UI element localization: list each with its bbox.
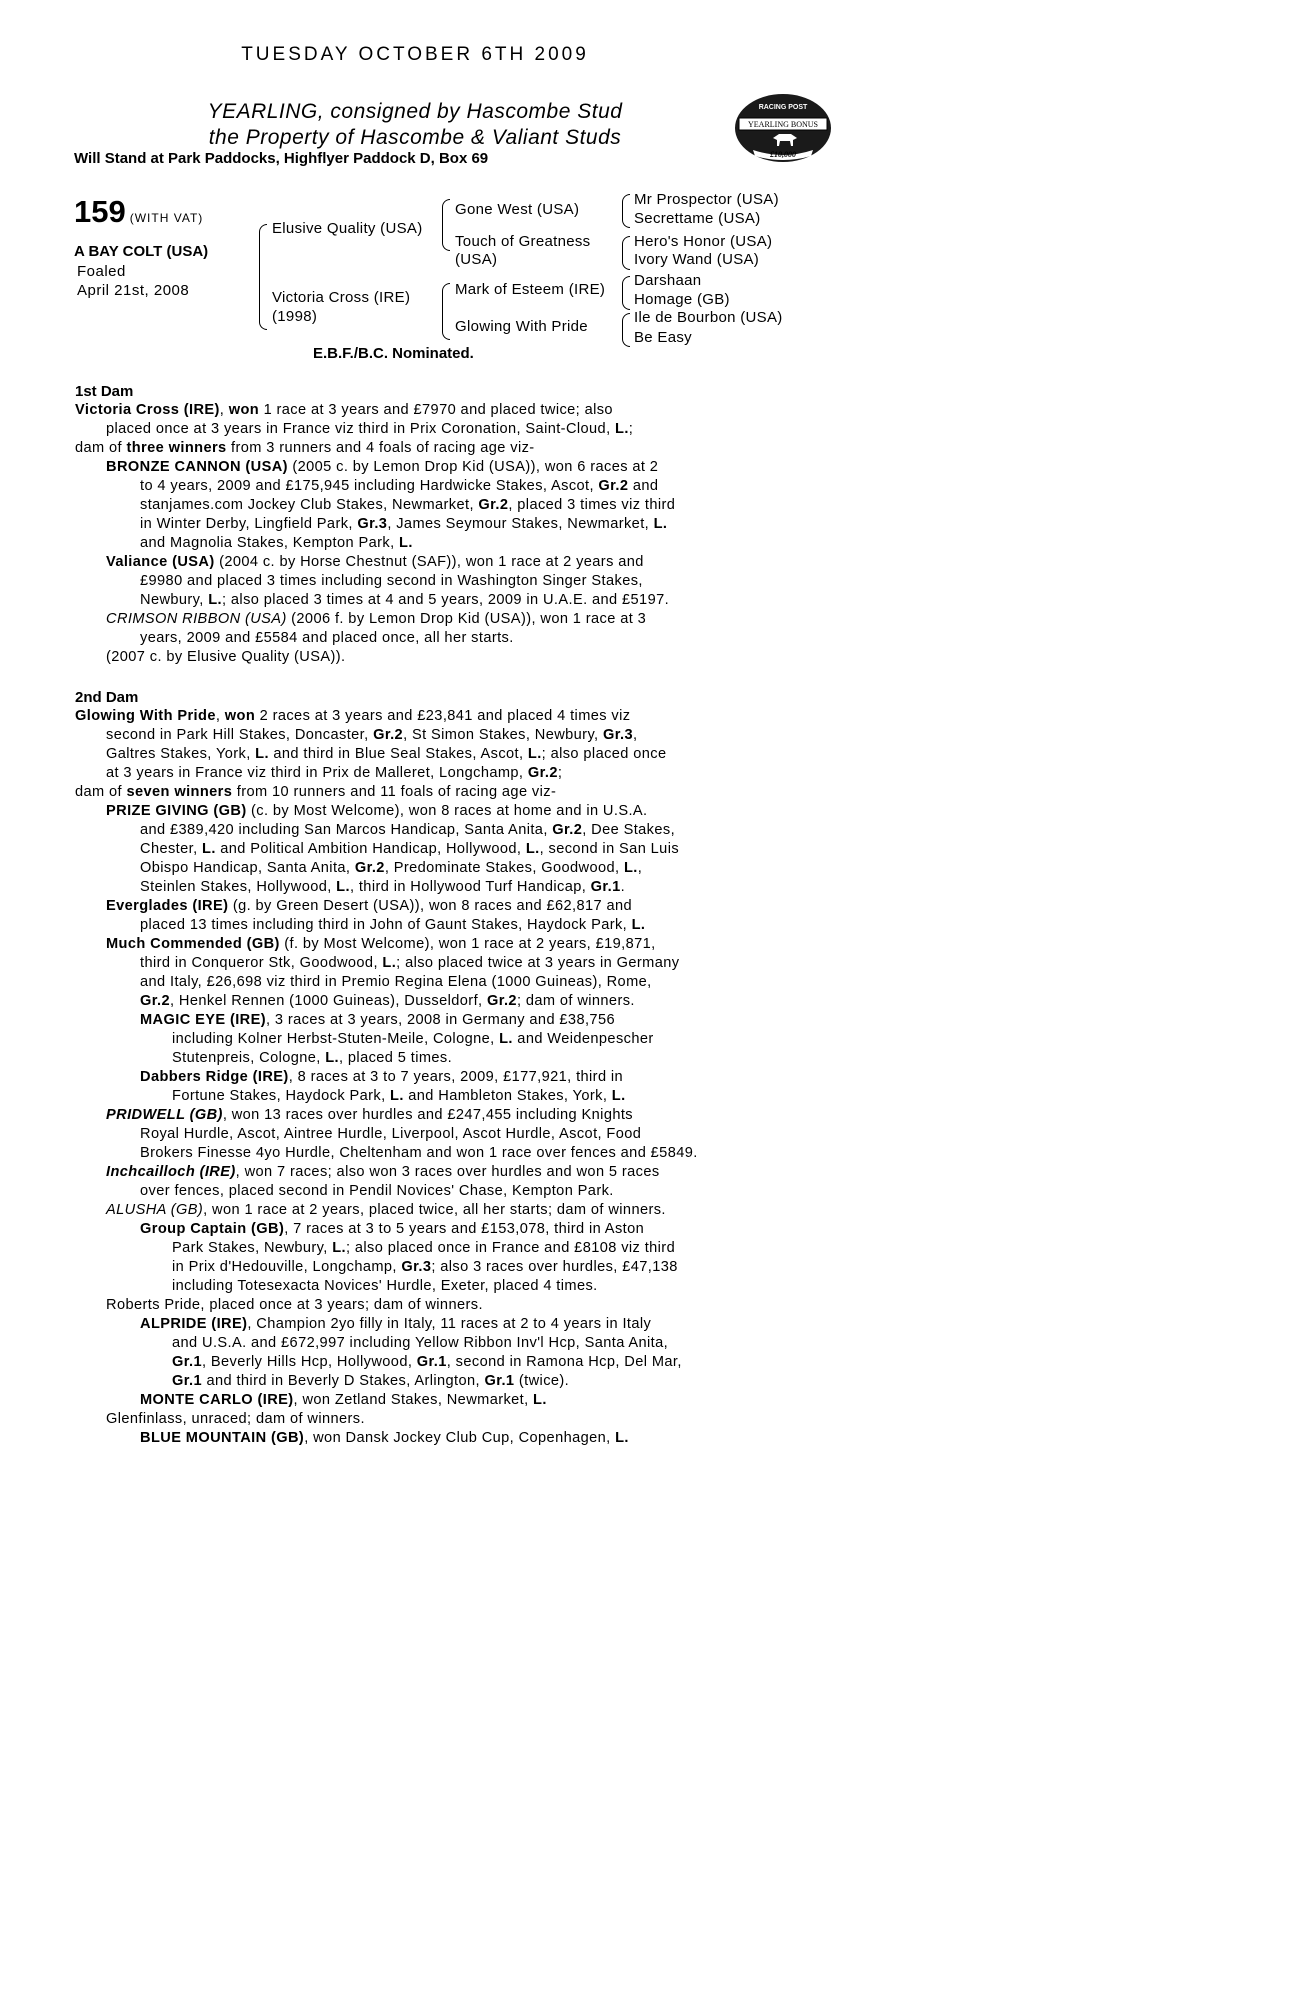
- lot-heading: [74, 194, 203, 230]
- produce-record: Brokers Finesse 4yo Hurdle, Cheltenham and won 1 race over fences and £5849.: [140, 1145, 698, 1161]
- foaled-date: April 21st, 2008: [77, 282, 190, 299]
- produce-record: Chester, L. and Political Ambition Handicap, Hollywood, L., second in San Luis: [140, 841, 680, 857]
- lot-number: 159: [74, 194, 126, 229]
- ped-dss: Darshaan: [634, 272, 702, 289]
- property-line: the Property of Hascombe & Valiant Studs: [208, 126, 622, 149]
- produce-record: to 4 years, 2009 and £175,945 including Hardwicke Stakes, Ascot, Gr.2 and: [140, 478, 659, 494]
- produce-record: PRIZE GIVING (GB) (c. by Most Welcome), won 8 races at home and in U.S.A.: [106, 803, 648, 819]
- produce-record: third in Conqueror Stk, Goodwood, L.; also placed twice at 3 years in Germany: [140, 955, 680, 971]
- produce-record: including Totesexacta Novices' Hurdle, Exeter, placed 4 times.: [172, 1278, 598, 1294]
- produce-record: Gr.1 and third in Beverly D Stakes, Arlington, Gr.1 (twice).: [172, 1373, 570, 1389]
- ped-sds: Hero's Honor (USA): [634, 233, 773, 250]
- produce-record: MAGIC EYE (IRE), 3 races at 3 years, 2008 in Germany and £38,756: [140, 1012, 615, 1028]
- nomination-note: E.B.F./B.C. Nominated.: [313, 345, 474, 362]
- produce-record: stanjames.com Jockey Club Stakes, Newmarket, Gr.2, placed 3 times viz third: [140, 497, 676, 513]
- produce-record: Roberts Pride, placed once at 3 years; dam of winners.: [106, 1297, 483, 1313]
- produce-record: Inchcailloch (IRE), won 7 races; also won 3 races over hurdles and won 5 races: [106, 1164, 660, 1180]
- badge-top-text: RACING POST: [758, 104, 808, 111]
- produce-record: Valiance (USA) (2004 c. by Horse Chestnut (SAF)), won 1 race at 2 years and: [106, 554, 644, 570]
- produce-record: BLUE MOUNTAIN (GB), won Dansk Jockey Club Cup, Copenhagen, L.: [140, 1430, 629, 1446]
- second-dam-line: at 3 years in France viz third in Prix de Malleret, Longchamp, Gr.2;: [106, 765, 563, 781]
- produce-record: Royal Hurdle, Ascot, Aintree Hurdle, Liverpool, Ascot Hurdle, Ascot, Food: [140, 1126, 642, 1142]
- first-dam-line: dam of three winners from 3 runners and 4 foals of racing age viz-: [75, 440, 535, 456]
- first-dam-heading: 1st Dam: [75, 383, 134, 400]
- ped-dds: Ile de Bourbon (USA): [634, 309, 783, 326]
- brace: [622, 276, 630, 310]
- second-dam-line: Glowing With Pride, won 2 races at 3 years and £23,841 and placed 4 times viz: [75, 708, 631, 724]
- dam: Victoria Cross (IRE): [272, 289, 411, 306]
- first-dam-line: placed once at 3 years in France viz third in Prix Coronation, Saint-Cloud, L.;: [106, 421, 634, 437]
- stand-location: Will Stand at Park Paddocks, Highflyer Paddock D, Box 69: [74, 150, 489, 167]
- produce-record: (2007 c. by Elusive Quality (USA)).: [106, 649, 346, 665]
- ped-dsd: Homage (GB): [634, 291, 730, 308]
- produce-record: CRIMSON RIBBON (USA) (2006 f. by Lemon Drop Kid (USA)), won 1 race at 3: [106, 611, 647, 627]
- produce-record: years, 2009 and £5584 and placed once, all her starts.: [140, 630, 514, 646]
- produce-record: and U.S.A. and £672,997 including Yellow Ribbon Inv'l Hcp, Santa Anita,: [172, 1335, 669, 1351]
- produce-record: MONTE CARLO (IRE), won Zetland Stakes, Newmarket, L.: [140, 1392, 547, 1408]
- produce-record: over fences, placed second in Pendil Novices' Chase, Kempton Park.: [140, 1183, 614, 1199]
- consignor-line: YEARLING, consigned by Hascombe Stud: [207, 100, 623, 123]
- ped-sss: Mr Prospector (USA): [634, 191, 779, 208]
- ped-ddd: Be Easy: [634, 329, 692, 346]
- produce-record: Steinlen Stakes, Hollywood, L., third in Hollywood Turf Handicap, Gr.1.: [140, 879, 626, 895]
- produce-record: Gr.2, Henkel Rennen (1000 Guineas), Dusseldorf, Gr.2; dam of winners.: [140, 993, 635, 1009]
- produce-record: PRIDWELL (GB), won 13 races over hurdles and £247,455 including Knights: [106, 1107, 634, 1123]
- produce-record: BRONZE CANNON (USA) (2005 c. by Lemon Drop Kid (USA)), won 6 races at 2: [106, 459, 659, 475]
- ped-sdd: Ivory Wand (USA): [634, 251, 760, 268]
- dam-dam: Glowing With Pride: [455, 318, 588, 335]
- second-dam-heading: 2nd Dam: [75, 689, 139, 706]
- produce-record: ALUSHA (GB), won 1 race at 2 years, placed twice, all her starts; dam of winners.: [106, 1202, 666, 1218]
- produce-record: Gr.1, Beverly Hills Hcp, Hollywood, Gr.1, second in Ramona Hcp, Del Mar,: [172, 1354, 682, 1370]
- produce-record: placed 13 times including third in John of Gaunt Stakes, Haydock Park, L.: [140, 917, 646, 933]
- sire-dam-country: (USA): [455, 251, 498, 268]
- produce-record: Group Captain (GB), 7 races at 3 to 5 years and £153,078, third in Aston: [140, 1221, 645, 1237]
- yearling-bonus-badge: [733, 92, 833, 164]
- second-dam-line: second in Park Hill Stakes, Doncaster, Gr.2, St Simon Stakes, Newbury, Gr.3,: [106, 727, 638, 743]
- dam-sire: Mark of Esteem (IRE): [455, 281, 606, 298]
- sire-dam: Touch of Greatness: [455, 233, 591, 250]
- produce-record: Obispo Handicap, Santa Anita, Gr.2, Predominate Stakes, Goodwood, L.,: [140, 860, 643, 876]
- produce-record: Newbury, L.; also placed 3 times at 4 and 5 years, 2009 in U.A.E. and £5197.: [140, 592, 670, 608]
- produce-record: ALPRIDE (IRE), Champion 2yo filly in Italy, 11 races at 2 to 4 years in Italy: [140, 1316, 652, 1332]
- produce-record: Stutenpreis, Cologne, L., placed 5 times.: [172, 1050, 453, 1066]
- produce-record: Dabbers Ridge (IRE), 8 races at 3 to 7 years, 2009, £177,921, third in: [140, 1069, 624, 1085]
- lot-title: A BAY COLT (USA): [74, 243, 209, 260]
- produce-record: Everglades (IRE) (g. by Green Desert (USA)), won 8 races and £62,817 and: [106, 898, 633, 914]
- sale-date: TUESDAY OCTOBER 6TH 2009: [241, 44, 589, 65]
- brace: [622, 236, 630, 270]
- brace: [442, 199, 450, 251]
- first-dam-line: Victoria Cross (IRE), won 1 race at 3 years and £7970 and placed twice; also: [75, 402, 613, 418]
- badge-middle-text: YEARLING BONUS: [748, 120, 818, 129]
- sire-sire: Gone West (USA): [455, 201, 580, 218]
- sire: Elusive Quality (USA): [272, 220, 423, 237]
- brace: [259, 224, 267, 330]
- produce-record: in Prix d'Hedouville, Longchamp, Gr.3; also 3 races over hurdles, £47,138: [172, 1259, 678, 1275]
- badge-amount: £10,000: [770, 150, 796, 159]
- produce-record: Much Commended (GB) (f. by Most Welcome), won 1 race at 2 years, £19,871,: [106, 936, 656, 952]
- second-dam-line: dam of seven winners from 10 runners and 11 foals of racing age viz-: [75, 784, 557, 800]
- produce-record: and Magnolia Stakes, Kempton Park, L.: [140, 535, 413, 551]
- produce-record: and £389,420 including San Marcos Handicap, Santa Anita, Gr.2, Dee Stakes,: [140, 822, 676, 838]
- brace: [622, 194, 630, 228]
- ped-ssd: Secrettame (USA): [634, 210, 761, 227]
- brace: [442, 283, 450, 340]
- vat-note: (WITH VAT): [129, 211, 204, 225]
- foaled-label: Foaled: [77, 263, 126, 280]
- produce-record: and Italy, £26,698 viz third in Premio Regina Elena (1000 Guineas), Rome,: [140, 974, 652, 990]
- second-dam-line: Galtres Stakes, York, L. and third in Blue Seal Stakes, Ascot, L.; also placed once: [106, 746, 667, 762]
- produce-record: £9980 and placed 3 times including second in Washington Singer Stakes,: [140, 573, 643, 589]
- dam-year: (1998): [272, 308, 318, 325]
- produce-record: Glenfinlass, unraced; dam of winners.: [106, 1411, 365, 1427]
- produce-record: in Winter Derby, Lingfield Park, Gr.3, James Seymour Stakes, Newmarket, L.: [140, 516, 668, 532]
- produce-record: Park Stakes, Newbury, L.; also placed once in France and £8108 viz third: [172, 1240, 676, 1256]
- produce-record: including Kolner Herbst-Stuten-Meile, Cologne, L. and Weidenpescher: [172, 1031, 654, 1047]
- brace: [622, 313, 630, 347]
- produce-record: Fortune Stakes, Haydock Park, L. and Hambleton Stakes, York, L.: [172, 1088, 626, 1104]
